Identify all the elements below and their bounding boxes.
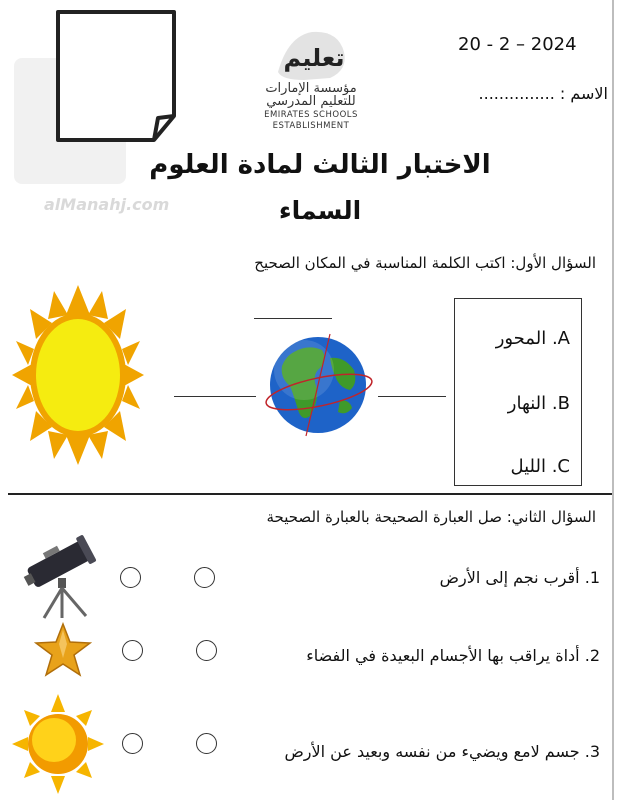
globe-icon bbox=[264, 330, 374, 440]
choice-a[interactable] bbox=[496, 328, 570, 349]
answer-line-right[interactable] bbox=[378, 396, 446, 397]
logo-english-line2: ESTABLISHMENT bbox=[272, 121, 350, 131]
match-circle-left-1[interactable] bbox=[120, 567, 141, 588]
question-1-heading: السؤال الأول: اكتب الكلمة المناسبة في المكان الصحيح bbox=[254, 254, 596, 272]
statement-2-text: أداة يراقب بها الأجسام البعيدة في الفضاء bbox=[306, 646, 580, 665]
sun-icon bbox=[10, 284, 146, 466]
exam-date: 20 - 2 – 2024 bbox=[458, 34, 577, 55]
choice-a-letter: A. bbox=[551, 328, 570, 349]
answer-line-left[interactable] bbox=[174, 396, 256, 397]
statement-3-number: 3. bbox=[584, 742, 600, 761]
statement-2-number: 2. bbox=[584, 646, 600, 665]
logo-arabic-line2: للتعليم المدرسي bbox=[266, 94, 356, 109]
match-circle-right-2[interactable] bbox=[196, 640, 217, 661]
match-circle-left-3[interactable] bbox=[122, 733, 143, 754]
logo-mark-text: تعليم bbox=[283, 44, 345, 72]
page-edge bbox=[612, 0, 614, 800]
logo-arabic bbox=[246, 82, 376, 108]
answer-line-top[interactable] bbox=[254, 318, 332, 319]
choice-b-letter: B. bbox=[551, 393, 570, 414]
exam-title: الاختبار الثالث لمادة العلوم bbox=[149, 150, 491, 180]
sticky-note-icon bbox=[54, 8, 180, 144]
telescope-icon bbox=[22, 528, 102, 620]
emirates-schools-logo bbox=[268, 22, 354, 84]
match-circle-right-3[interactable] bbox=[196, 733, 217, 754]
statement-3 bbox=[284, 742, 600, 761]
student-name-field[interactable]: الاسم : ............... bbox=[478, 84, 608, 103]
match-circle-left-2[interactable] bbox=[122, 640, 143, 661]
choice-b[interactable] bbox=[508, 393, 570, 414]
choice-c-letter: C. bbox=[551, 456, 570, 477]
choice-c-text: الليل bbox=[510, 456, 546, 477]
statement-1 bbox=[440, 568, 600, 587]
section-divider bbox=[8, 493, 612, 495]
statement-1-text: أقرب نجم إلى الأرض bbox=[439, 568, 580, 587]
choice-b-text: النهار bbox=[507, 393, 547, 414]
choice-c[interactable] bbox=[510, 456, 570, 477]
question-2-heading: السؤال الثاني: صل العبارة الصحيحة بالعبارة الصحيحة bbox=[266, 508, 596, 526]
sun-small-icon bbox=[12, 692, 104, 796]
exam-subtitle: السماء bbox=[278, 196, 362, 225]
statement-2 bbox=[306, 646, 600, 665]
logo-english bbox=[256, 110, 366, 132]
star-icon bbox=[34, 622, 92, 678]
logo-arabic-line1: مؤسسة الإمارات bbox=[265, 81, 357, 96]
statement-3-text: جسم لامع ويضيء من نفسه وبعيد عن الأرض bbox=[284, 742, 580, 761]
statement-1-number: 1. bbox=[584, 568, 600, 587]
match-circle-right-1[interactable] bbox=[194, 567, 215, 588]
watermark-site: alManahj.com bbox=[44, 195, 170, 214]
choice-a-text: المحور bbox=[495, 328, 547, 349]
logo-english-line1: EMIRATES SCHOOLS bbox=[264, 110, 358, 120]
